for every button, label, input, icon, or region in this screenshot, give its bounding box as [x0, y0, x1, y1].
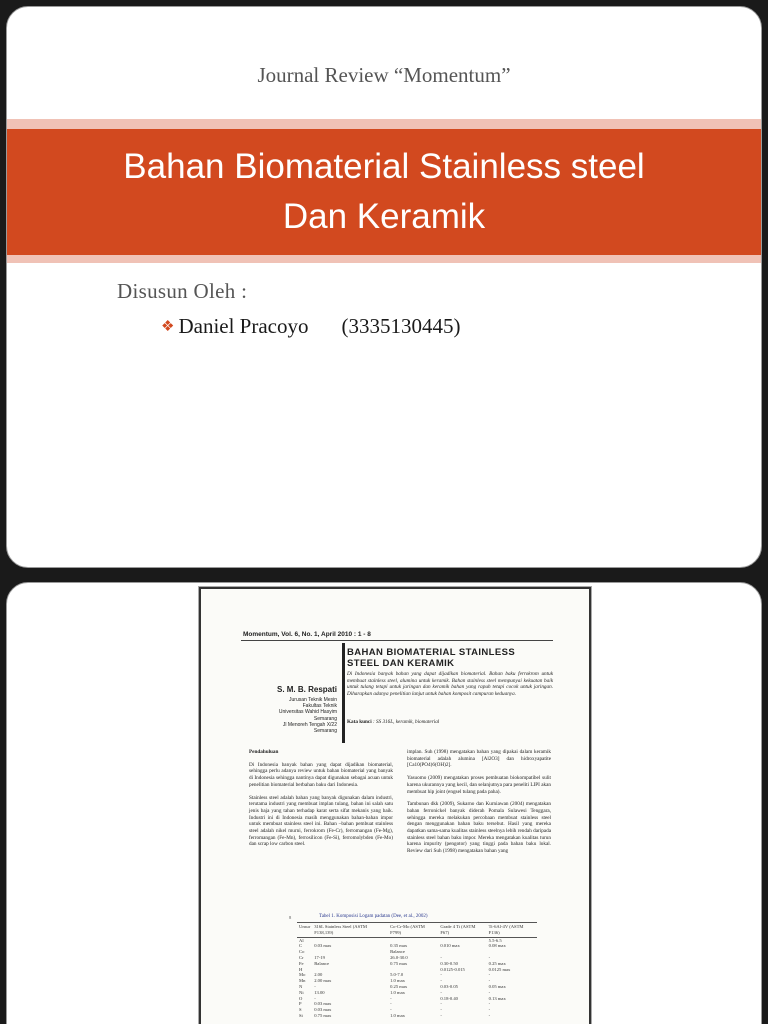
table-cell: - — [488, 972, 491, 978]
table-cell: N — [299, 983, 303, 989]
paper-author: S. M. B. Respati — [276, 685, 337, 694]
table-cell: - — [314, 995, 316, 1001]
paragraph: implan. Suh (1998) mengatakan bahan yang dipakai dalam keramik biomaterial adalah alumina [Al2O3] dan hidroxyapatite [Ca10(PO4)6(OH)2]. — [407, 749, 551, 769]
author-name: Daniel Pracoyo — [178, 314, 309, 338]
table-cell: 0.75 max — [390, 960, 408, 966]
table-cell: 5.0-7.0 — [390, 972, 404, 978]
table-cell: P — [299, 1001, 302, 1007]
paper-keywords — [347, 719, 439, 725]
table-header-cell: Unsur — [297, 923, 312, 938]
title-band — [7, 129, 761, 255]
table-cell: Al — [299, 937, 304, 943]
table-cell: 0.13 max — [488, 995, 506, 1001]
table-cell: 0.05 max — [488, 983, 506, 989]
composition-table — [297, 922, 537, 1019]
table-cell: 0.08 max — [488, 943, 506, 949]
table-body — [297, 937, 537, 1019]
table-cell: C — [299, 943, 303, 949]
paper-preview-slide — [6, 582, 762, 1024]
table-cell: - — [440, 972, 442, 978]
paper-scan — [199, 587, 591, 1024]
table-cell: - — [440, 989, 442, 995]
title-band-bottom-stripe — [7, 255, 761, 263]
table-header-cell: 316L Stainless Steel (ASTM F138,139) — [312, 923, 388, 938]
slide-title-line-2: Dan Keramik — [282, 197, 486, 236]
table-cell: 0.03-0.05 — [440, 983, 458, 989]
section-heading: Pendahuluan — [249, 749, 279, 755]
table-marker: 8 — [289, 915, 292, 920]
paper-divider — [342, 643, 345, 743]
journal-title: Journal Review “Momentum” — [257, 63, 511, 87]
table-cell: - — [488, 954, 491, 960]
table-cell: S — [299, 1007, 302, 1013]
table-header-cell: Ti-6Al-4V (ASTM F136) — [487, 923, 537, 938]
paper-affiliation — [245, 697, 337, 734]
table-cell: - — [390, 1007, 392, 1013]
table-cell: - — [488, 978, 491, 984]
table-cell: 0.25 max — [488, 960, 506, 966]
table-cell: 0.03 max — [314, 1007, 332, 1013]
table-cell: 1.0 max — [390, 989, 405, 995]
table-cell: 0.03 max — [314, 1001, 332, 1007]
table-cell: 0.03 max — [314, 943, 332, 949]
table-cell: - — [440, 1001, 442, 1007]
paper-title-line-2: STEEL DAN KERAMIK — [347, 658, 455, 669]
table-cell: 5.5-6.5 — [488, 937, 502, 943]
table-cell: Si — [299, 1012, 303, 1018]
table-cell: - — [488, 1001, 491, 1007]
table-cell: 0.75 max — [314, 1012, 332, 1018]
paper-column-left — [249, 749, 393, 854]
affiliation-line: Jl Menoreh Tengah X/22 — [282, 721, 337, 728]
keywords-value: : SS 316L, keramik, biomaterial — [372, 719, 440, 725]
keywords-label: Kata kunci — [347, 719, 372, 725]
table-cell: 0.25 max — [390, 983, 408, 989]
table-cell: 2.00 — [314, 972, 323, 978]
table-cell: Cr — [299, 954, 304, 960]
table-cell: - — [390, 995, 392, 1001]
paragraph: Di Indonesia banyak bahan yang dapat dijadikan biomaterial, sehingga perlu adanya review untuk bahan biomaterial yang banyak di Indonesia sehingga nantinya dapat digunakan sebagai acuan untuk penelitian biomaterial berbahan baku dari Indonesia. — [249, 761, 393, 788]
table-cell: - — [488, 1012, 491, 1018]
affiliation-line: Semarang — [313, 728, 337, 735]
table-cell: Ni — [299, 989, 304, 995]
table-header-cell: Grade 4 Ti (ASTM F67) — [438, 923, 486, 938]
table-cell: 1.0 max — [390, 1012, 405, 1018]
paper-header-rule — [241, 640, 553, 641]
paper-title — [347, 647, 547, 669]
author-student-id: (3335130445) — [341, 314, 461, 338]
table-caption: Tabel 1. Komposisi Logam padatan (Dee, et al., 2002) — [319, 914, 428, 919]
table-cell: O — [299, 995, 303, 1001]
table-cell: 0.0125-0.015 — [440, 966, 465, 972]
paper-column-right — [407, 749, 551, 861]
slide-title-line-1: Bahan Biomaterial Stainless steel — [123, 147, 645, 186]
table-cell: - — [314, 983, 316, 989]
table-cell: Co — [299, 949, 305, 955]
table-cell: Mn — [299, 978, 306, 984]
table-cell: 0.30-0.50 — [440, 960, 458, 966]
table-cell: - — [390, 1001, 392, 1007]
paper-title-line-1: BAHAN BIOMATERIAL STAINLESS — [347, 647, 516, 658]
table-cell: - — [488, 1007, 491, 1013]
paper-abstract: Di Indonesia banyak bahan yang dapat dijadikan biomaterial. Bahan baku ferrokrom untuk membuat stainless steel, alumina untuk keramik. Bahan stainless steel mempunyai kekuatan baik untuk tulang tetapi untuk jaringan dan keramik bahan yang rapuh tetapi cocok untuk jaringan. Diharapkan adanya penelitian lanjut untuk bahan komposit campuran keduanya. — [347, 671, 553, 697]
table-cell: 0.18-0.40 — [440, 995, 458, 1001]
table-cell: Mo — [299, 972, 306, 978]
paragraph: Tambunan dkk (2009), Sukarno dan Kurniawan (2004) mengatakan bahan ferronickel banyak diderah Pomala Sulawesi Tenggara, sehingga mereka melakukan percobaan membuat stainless steel dengan menggunakan bahan baku tersebut. Hasil yang mereka dapatkan sama-sama kualitas stainless steelnya lebih rendah daripada stainless steel bahan baku impor. Mereka mengatakan kualitas turun karena impurity (pengotor) yang tinggi pada bahan baku lokal. Review dari Suh (1998) mengatakan bahan yang — [407, 801, 551, 855]
affiliation-line: Universitas Wahid Hasyim — [278, 709, 337, 716]
table-cell: - — [440, 954, 442, 960]
table-cell: 13.00 — [314, 989, 325, 995]
table-cell: 1.0 max — [390, 978, 405, 984]
affiliation-line: Semarang — [313, 715, 337, 722]
author-list-item — [161, 314, 461, 339]
table-cell: 26.0-30.0 — [390, 954, 408, 960]
table-header-cell: Co-Cr-Mo (ASTM F799) — [388, 923, 438, 938]
title-band-top-stripe — [7, 119, 761, 129]
table-cell: 0.0125 max — [488, 966, 511, 972]
diamond-bullet-icon: ❖ — [161, 319, 175, 335]
affiliation-line: Jurusan Teknik Mesin — [289, 697, 337, 703]
affiliation-line: Fakultas Teknik — [302, 703, 337, 710]
table-cell: - — [488, 989, 491, 995]
table-cell: 17-19 — [314, 954, 325, 960]
prepared-by-label: Disusun Oleh : — [117, 279, 248, 303]
table-cell: - — [440, 1007, 442, 1013]
table-cell: 0.010 max — [440, 943, 460, 949]
table-cell: 2.00 max — [314, 978, 332, 984]
paragraph: Stainless steel adalah bahan yang banyak digunakan dalam industri, terutama industri yang membuat implan tulang, bahan ini salah satu jenis baja yang tahan terhadap karat serta sifat mekanis yang baik. Industri ini di Indonesia masih menggunakan bahan-bahan impor untuk membuat stainless steel ini. Bahan –bahan pembuat stainless steel adalah nikel murni, ferrokrom (Fe-Cr), ferromangan (Fe-Mg), ferromangan (Fe-Mn), ferrosilicon (Fe-Si), ferromolybden (Fe-Mo) dan scrap low carbon steel. — [249, 794, 393, 848]
table-cell: - — [440, 978, 442, 984]
title-slide — [6, 6, 762, 568]
table-cell: Balance — [390, 949, 405, 955]
table-cell: Balance — [314, 960, 330, 966]
table-cell: H — [299, 966, 303, 972]
table-cell: Fe — [299, 960, 304, 966]
table-cell: - — [440, 1012, 442, 1018]
paper-header: Momentum, Vol. 6, No. 1, April 2010 : 1 - 8 — [243, 631, 371, 638]
table-header-row — [297, 923, 537, 938]
table-cell: 0.35 max — [390, 943, 408, 949]
table-row — [297, 1013, 537, 1019]
paragraph: Yasuomo (2009) mengatakan proses pembuatan biokompatibel sulit karena ukurannya yang kecil, dan selanjutnya para peneliti LIPI akan membuat hip joint (engsel tulang pada paha). — [407, 775, 551, 795]
